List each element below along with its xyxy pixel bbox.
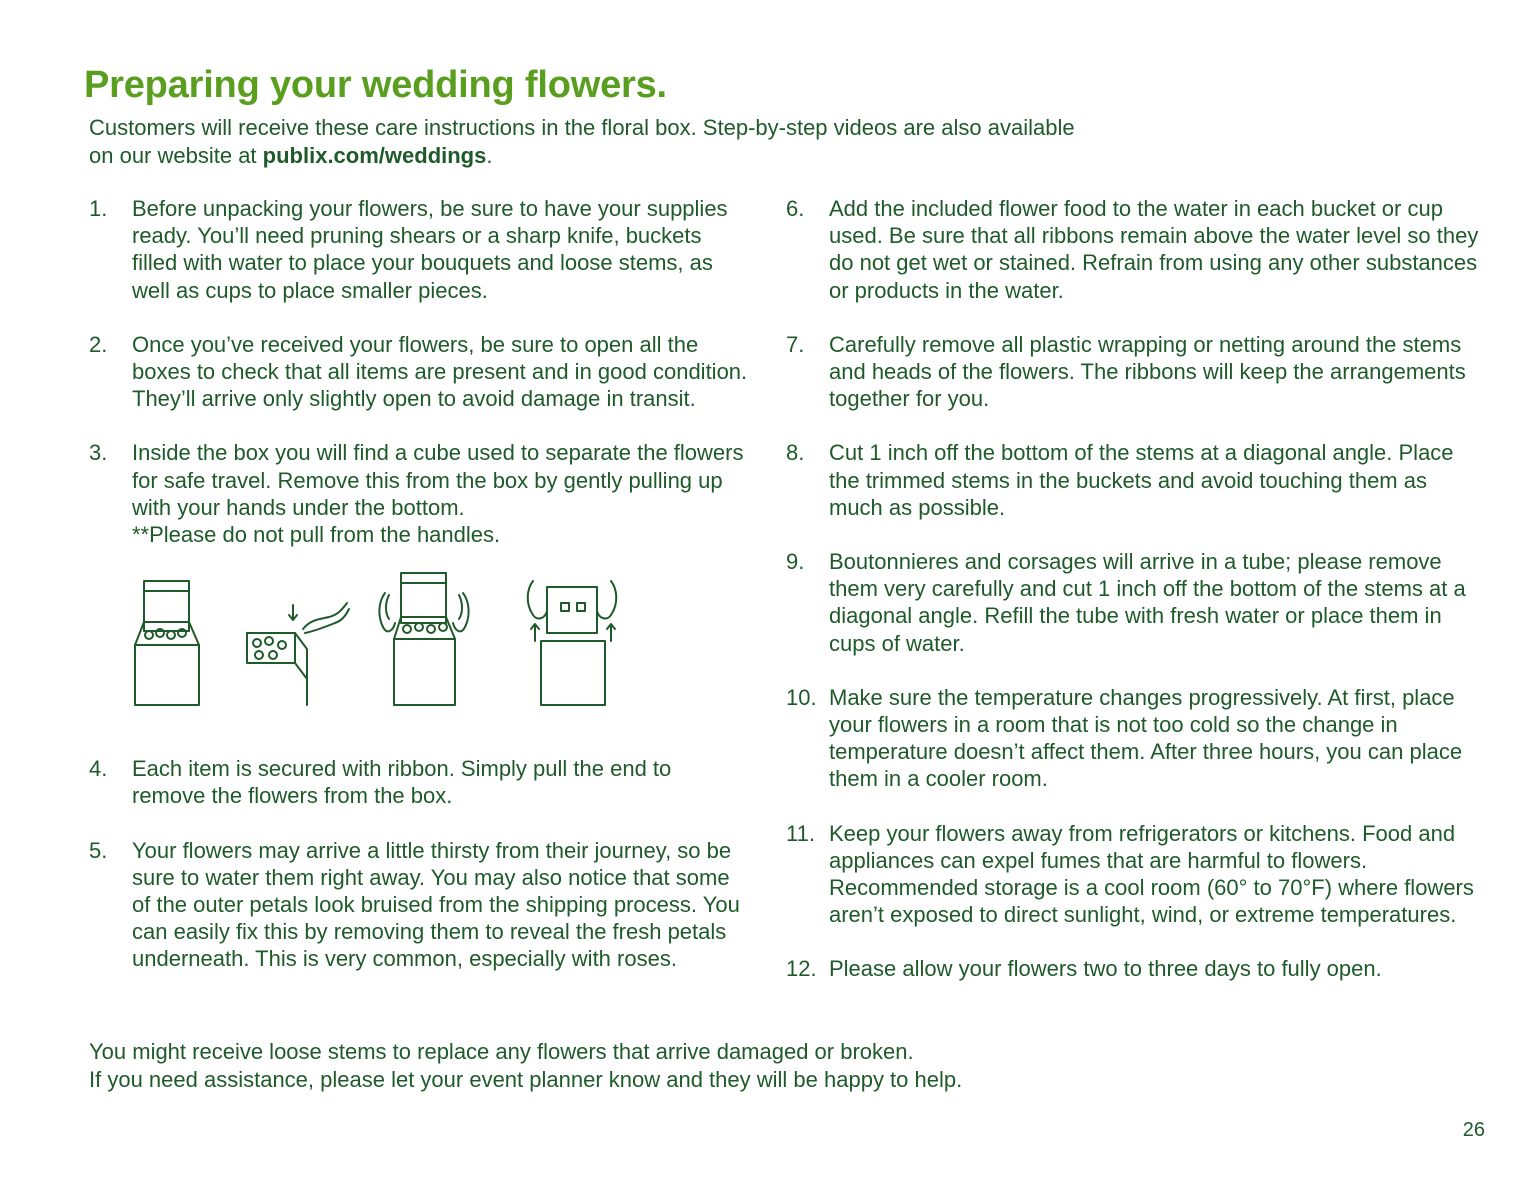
step-2 (89, 331, 749, 413)
intro-line-1: Customers will receive these care instructions in the floral box. Step-by-step videos are also available (89, 115, 1075, 140)
step-text: Make sure the temperature changes progressively. At first, place your flowers in a room that is not too cold so the change in temperature doesn’t affect them. After three hours, you can place them in a cooler room. (829, 684, 1463, 792)
website-link[interactable]: publix.com/weddings (262, 142, 487, 168)
step-number: 6. (786, 196, 805, 221)
step-text: Each item is secured with ribbon. Simply pull the end to remove the flowers from the box. (132, 756, 672, 809)
step-number: 7. (786, 331, 805, 357)
step-3 (89, 439, 749, 721)
step-number: 11. (786, 820, 815, 846)
step-text: Add the included flower food to the water in each bucket or cup used. Be sure that all ribbons remain above the water level so they do not get wet or stained. Refrain from using any other substances or products in the water. (829, 196, 1479, 303)
step-4 (89, 755, 749, 809)
outro-line-1: You might receive loose stems to replace any flowers that arrive damaged or broken. (89, 1039, 914, 1064)
step-text: Carefully remove all plastic wrapping or netting around the stems and heads of the flowers. The ribbons will keep the arrangements together for you. (829, 331, 1466, 412)
hands-lifting-cube-icon (379, 573, 468, 705)
step-text: Please allow your flowers two to three days to fully open. (829, 956, 1382, 982)
step-number: 3. (89, 440, 108, 466)
steps-right-column (786, 195, 1486, 983)
step-number: 8. (786, 440, 805, 466)
closing-paragraph (89, 1038, 1189, 1093)
cube-lifted-icon (528, 581, 617, 705)
step-6 (786, 195, 1486, 304)
step-note: **Please do not pull from the handles. (132, 522, 501, 548)
open-box-icon (135, 581, 199, 705)
step-number: 5. (89, 837, 108, 863)
intro-line-2-suffix: . (486, 142, 493, 168)
step-number: 1. (89, 196, 108, 221)
step-7 (786, 331, 1486, 413)
step-9 (786, 548, 1486, 657)
step-text: Inside the box you will find a cube used to separate the flowers for safe travel. Remove this from the box by gently pulling up with your hands under the bottom. (132, 440, 744, 520)
intro-paragraph (89, 114, 1239, 169)
step-text: Keep your flowers away from refrigerators or kitchens. Food and appliances can expel fumes that are harmful to flowers. Recommended storage is a cool room (60° to 70°F) where flowers aren’t exposed to direct sunlight, wind, or extreme temperatures. (829, 820, 1474, 928)
step-number: 2. (89, 331, 108, 357)
step-5 (89, 837, 749, 973)
step-1 (89, 195, 749, 304)
step-text: Boutonnieres and corsages will arrive in a tube; please remove them very carefully and cut 1 inch off the bottom of the stems at a diagonal angle. Refill the tube with fresh water or place them in cups of water. (829, 549, 1466, 656)
step-8 (786, 439, 1486, 521)
step-10 (786, 684, 1486, 793)
steps-left-column (89, 195, 749, 973)
outro-line-2: If you need assistance, please let your event planner know and they will be happy to help. (89, 1066, 963, 1092)
box-unpacking-illustration (89, 569, 649, 721)
page-number: 26 (1462, 1119, 1485, 1141)
step-number: 4. (89, 756, 108, 782)
step-text: Once you’ve received your flowers, be sure to open all the boxes to check that all items are present and in good condition. They’ll arrive only slightly open to avoid damage in transit. (132, 331, 748, 412)
flowers-in-box-icon (247, 603, 349, 705)
step-number: 9. (786, 549, 805, 575)
intro-line-2-prefix: on our website at (89, 142, 263, 168)
step-text: Your flowers may arrive a little thirsty from their journey, so be sure to water them right away. You may also notice that some of the outer petals look bruised from the shipping process. You can easily fix this by removing them to reveal the fresh petals underneath. This is very common, especially with roses. (132, 837, 740, 972)
step-12 (786, 955, 1486, 982)
step-number: 12. (786, 956, 817, 982)
step-text: Before unpacking your flowers, be sure to have your supplies ready. You’ll need pruning shears or a sharp knife, buckets filled with water to place your bouquets and loose stems, as well as cups to place smaller pieces. (132, 196, 728, 303)
page-title: Preparing your wedding flowers. (84, 64, 667, 106)
step-11 (786, 820, 1486, 929)
step-number: 10. (786, 684, 817, 710)
step-text: Cut 1 inch off the bottom of the stems at a diagonal angle. Place the trimmed stems in the buckets and avoid touching them as much as possible. (829, 440, 1454, 520)
